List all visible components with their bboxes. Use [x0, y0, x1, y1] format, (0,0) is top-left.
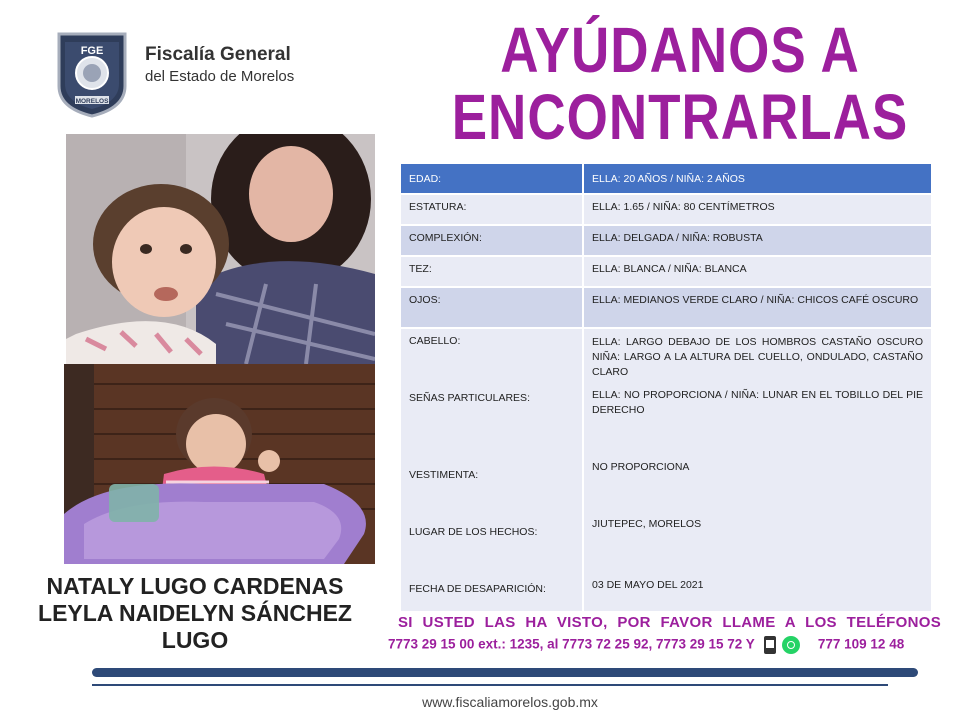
phone-numbers: [388, 636, 904, 654]
name-line-3: LUGO: [161, 627, 229, 653]
table-row: [401, 226, 933, 257]
estatura-value: ELLA: 1.65 / NIÑA: 80 CENTÍMETROS: [584, 195, 933, 226]
ojos-label: OJOS:: [401, 288, 584, 329]
footer-divider-line: [92, 684, 888, 686]
senas-label: SEÑAS PARTICULARES:: [409, 392, 530, 404]
whatsapp-number: 777 109 12 48: [817, 636, 905, 652]
logo-bottom-text: MORELOS: [75, 98, 109, 105]
edad-label: EDAD:: [401, 164, 584, 195]
complexion-label: COMPLEXIÓN:: [401, 226, 584, 257]
estatura-label: ESTATURA:: [401, 195, 584, 226]
phone-numbers-text: 7773 29 15 00 ext.: 1235, al 7773 72 25 92, 7773 29 15 72 Y: [388, 636, 755, 652]
tez-label: TEZ:: [401, 257, 584, 288]
table-row: [401, 329, 933, 613]
call-to-action: SI USTED LAS HA VISTO, POR FAVOR LLAME A LOS TELÉFONOS: [398, 614, 941, 631]
photo-woman-and-baby: [66, 134, 375, 364]
website-link[interactable]: www.fiscaliamorelos.gob.mx: [422, 694, 598, 710]
table-row: [401, 257, 933, 288]
name-line-1: NATALY LUGO CARDENAS: [46, 573, 344, 599]
phone-icon: [764, 636, 776, 654]
fecha-label: FECHA DE DESAPARICIÓN:: [409, 583, 546, 595]
cabello-value: ELLA: LARGO DEBAJO DE LOS HOMBROS CASTAÑO OSCURO NIÑA: LARGO A LA ALTURA DEL CUELLO, ONDULADO, CASTAÑO CLARO: [592, 336, 923, 378]
footer-divider-bar: [92, 668, 918, 677]
logo-text: FGE: [80, 45, 104, 57]
missing-persons-names: [20, 573, 370, 654]
org-name: Fiscalía General: [145, 44, 291, 65]
name-line-2: LEYLA NAIDELYN SÁNCHEZ: [38, 600, 352, 626]
ojos-value: ELLA: MEDIANOS VERDE CLARO / NIÑA: CHICOS CAFÉ OSCURO: [584, 288, 933, 329]
photo-child-highchair: [64, 364, 375, 564]
complexion-value: ELLA: DELGADA / NIÑA: ROBUSTA: [584, 226, 933, 257]
table-row: [401, 195, 933, 226]
fecha-value: 03 DE MAYO DEL 2021: [592, 579, 704, 591]
title-line-2: ENCONTRARLAS: [451, 82, 909, 154]
title-line-1: AYÚDANOS A: [500, 15, 860, 87]
description-table: [401, 164, 933, 613]
cabello-label: CABELLO:: [409, 335, 461, 347]
org-subtitle: del Estado de Morelos: [145, 68, 295, 85]
whatsapp-icon: [782, 636, 800, 654]
vestimenta-label: VESTIMENTA:: [409, 469, 479, 481]
fge-logo-shield: [55, 28, 129, 118]
vestimenta-value: NO PROPORCIONA: [592, 461, 690, 473]
table-row: [401, 164, 933, 195]
edad-value: ELLA: 20 AÑOS / NIÑA: 2 AÑOS: [584, 164, 933, 195]
page-title: [400, 15, 960, 154]
lugar-label: LUGAR DE LOS HECHOS:: [409, 526, 538, 538]
senas-value: ELLA: NO PROPORCIONA / NIÑA: LUNAR EN EL TOBILLO DEL PIE DERECHO: [592, 389, 923, 416]
tez-value: ELLA: BLANCA / NIÑA: BLANCA: [584, 257, 933, 288]
lugar-value: JIUTEPEC, MORELOS: [592, 518, 702, 530]
table-row: [401, 288, 933, 329]
